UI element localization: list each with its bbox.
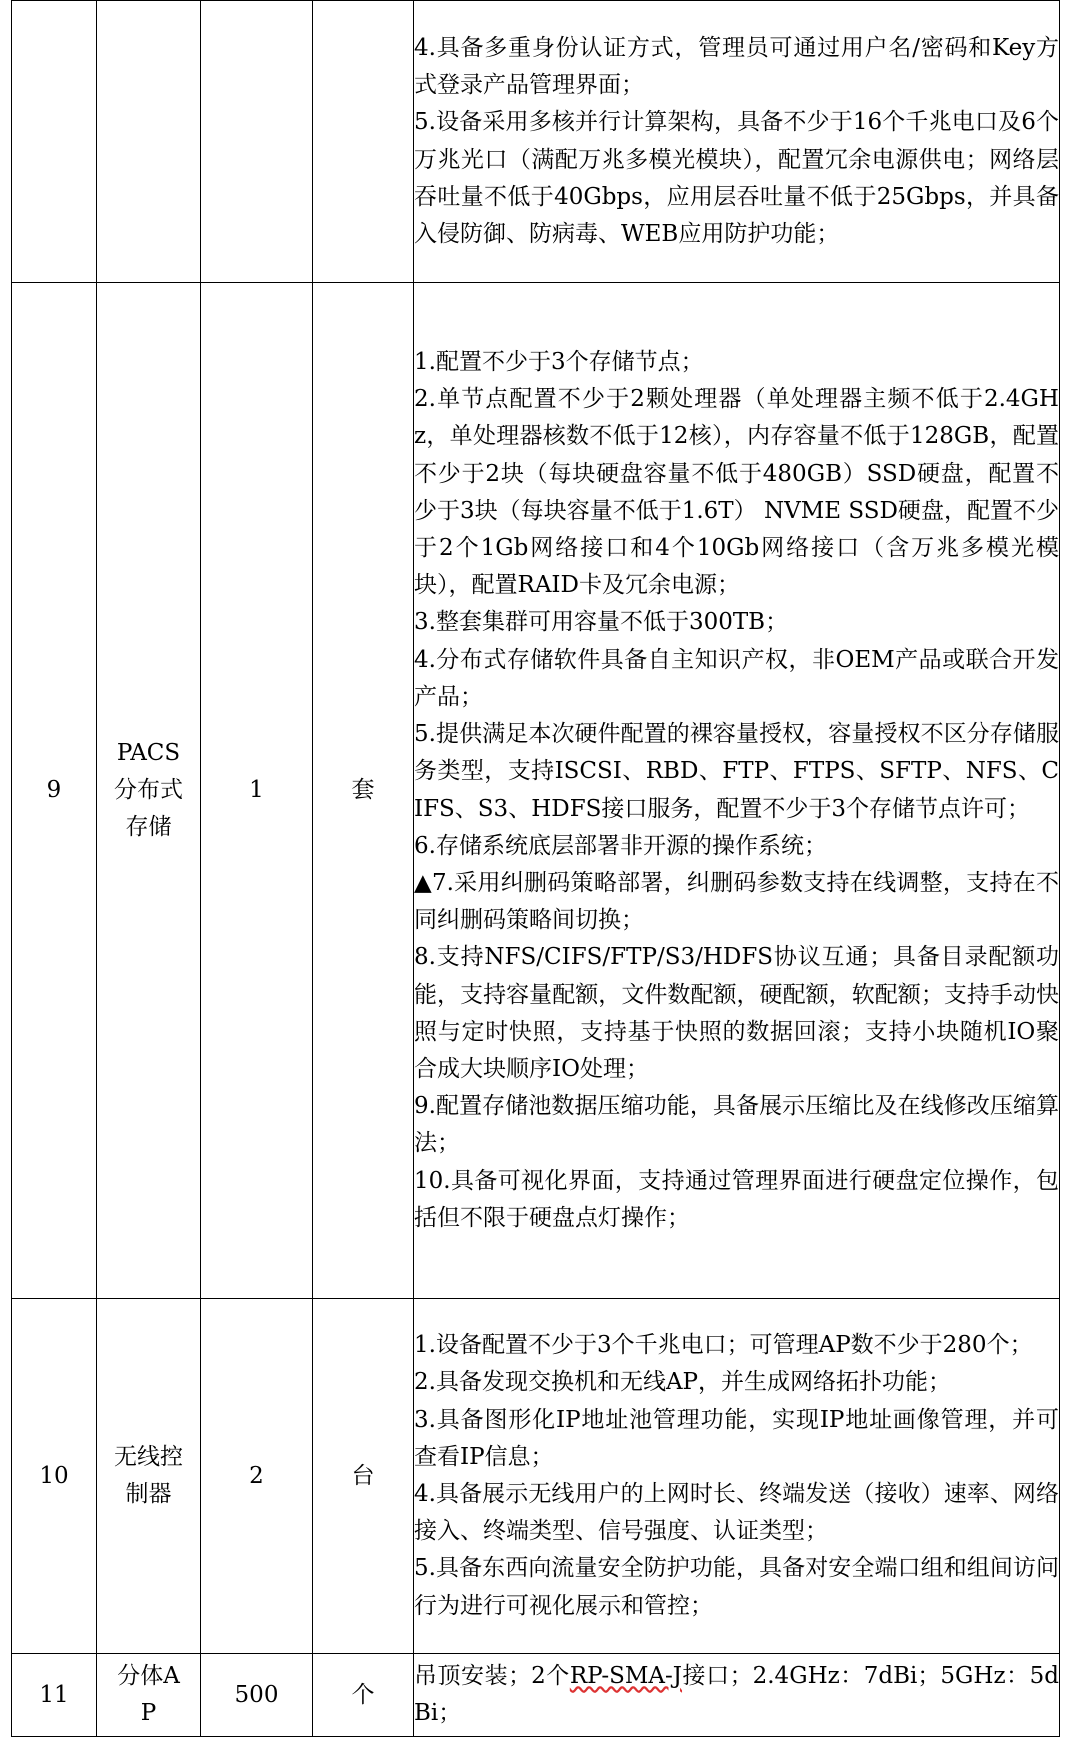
spec-item: 2.具备发现交换机和无线AP，并生成网络拓扑功能； xyxy=(414,1369,952,1396)
quantity-cell: 1 xyxy=(201,283,313,1299)
quantity-cell: 2 xyxy=(201,1299,313,1654)
quantity-cell xyxy=(201,1,313,283)
spec-item xyxy=(414,1658,1059,1732)
spec-text: 接口；2.4GHz：7dBi；5GHz：5dBi； xyxy=(414,1662,1060,1726)
spec-item: ▲7.采用纠删码策略部署，纠删码参数支持在线调整，支持在不同纠删码策略间切换； xyxy=(414,869,1059,934)
item-name-cell xyxy=(97,283,201,1299)
spec-item: 4.具备多重身份认证方式，管理员可通过用户名/密码和Key方式登录产品管理界面； xyxy=(414,34,1059,99)
spec-item: 8.支持NFS/CIFS/FTP/S3/HDFS协议互通；具备目录配额功能，支持容量配额，文件数配额，硬配额，软配额；支持手动快照与定时快照，支持基于快照的数据回滚；支持小块随机IO聚合成大块顺序IO处理； xyxy=(414,944,1059,1082)
item-name-line: P xyxy=(140,1700,157,1726)
spec-cell xyxy=(414,1299,1060,1654)
spec-item: 4.分布式存储软件具备自主知识产权，非OEM产品或联合开发产品； xyxy=(414,646,1059,710)
spec-item: 5.提供满足本次硬件配置的裸容量授权，容量授权不区分存储服务类型，支持ISCSI、RBD、FTP、FTPS、SFTP、NFS、CIFS、S3、HDFS接口服务，配置不少于3个存储节点许可； xyxy=(414,721,1059,822)
item-name-line: PACS xyxy=(116,740,181,766)
spec-item: 9.配置存储池数据压缩功能，具备展示压缩比及在线修改压缩算法； xyxy=(414,1093,1059,1157)
spec-cell xyxy=(414,1,1060,283)
row-number-cell: 11 xyxy=(12,1654,97,1737)
row-number-cell: 10 xyxy=(12,1299,97,1654)
item-name-line: 分布式 xyxy=(114,777,183,803)
row-number-cell: 9 xyxy=(12,283,97,1299)
item-name-cell xyxy=(97,1299,201,1654)
equipment-spec-table xyxy=(11,0,1060,1737)
item-name-line: 制器 xyxy=(125,1481,172,1507)
table-row xyxy=(12,1,1060,283)
spec-item: 6.存储系统底层部署非开源的操作系统； xyxy=(414,832,827,859)
unit-cell: 个 xyxy=(313,1654,414,1737)
row-number-cell xyxy=(12,1,97,283)
spec-item: 3.具备图形化IP地址池管理功能，实现IP地址画像管理，并可查看IP信息； xyxy=(414,1406,1059,1470)
item-name-cell xyxy=(97,1,201,283)
spec-text: 吊顶安装；2个 xyxy=(414,1662,570,1689)
item-name-cell xyxy=(97,1654,201,1737)
table-row xyxy=(12,1654,1060,1737)
spec-item: 1.配置不少于3个存储节点； xyxy=(414,349,704,376)
unit-cell: 台 xyxy=(313,1299,414,1654)
unit-cell: 套 xyxy=(313,283,414,1299)
spec-item: 2.单节点配置不少于2颗处理器（单处理器主频不低于2.4GHz，单处理器核数不低于12核），内存容量不低于128GB，配置不少于2块（每块硬盘容量不低于480GB）SSD硬盘，配置不少于3块（每块容量不低于1.6T） NVME SSD硬盘，配置不少于2个1Gb网络接口和4个10Gb网络接口（含万兆多模光模块），配置RAID卡及冗余电源； xyxy=(414,386,1059,599)
table-row xyxy=(12,283,1060,1299)
unit-cell xyxy=(313,1,414,283)
spec-cell xyxy=(414,1654,1060,1737)
spec-item: 5.设备采用多核并行计算架构，具备不少于16个千兆电口及6个万兆光口（满配万兆多模光模块），配置冗余电源供电；网络层吞吐量不低于40Gbps，应用层吞吐量不低于25Gbps，并具备入侵防御、防病毒、WEB应用防护功能； xyxy=(414,109,1059,247)
spec-cell xyxy=(414,283,1060,1299)
quantity-cell: 500 xyxy=(201,1654,313,1737)
item-name-line: 存储 xyxy=(125,814,172,840)
spec-item: 4.具备展示无线用户的上网时长、终端发送（接收）速率、网络接入、终端类型、信号强度、认证类型； xyxy=(414,1481,1059,1545)
item-name-line: 分体A xyxy=(117,1663,180,1689)
spec-item: 1.设备配置不少于3个千兆电口；可管理AP数不少于280个； xyxy=(414,1332,1033,1359)
table-row xyxy=(12,1299,1060,1654)
item-name-line: 无线控 xyxy=(114,1444,183,1470)
spellcheck-marked-text: RP-SMA-J xyxy=(569,1662,683,1689)
spec-item: 3.整套集群可用容量不低于300TB； xyxy=(414,609,789,636)
spec-item: 5.具备东西向流量安全防护功能，具备对安全端口组和组间访问行为进行可视化展示和管控； xyxy=(414,1555,1059,1619)
spec-item: 10.具备可视化界面，支持通过管理界面进行硬盘定位操作，包括但不限于硬盘点灯操作； xyxy=(414,1167,1059,1231)
